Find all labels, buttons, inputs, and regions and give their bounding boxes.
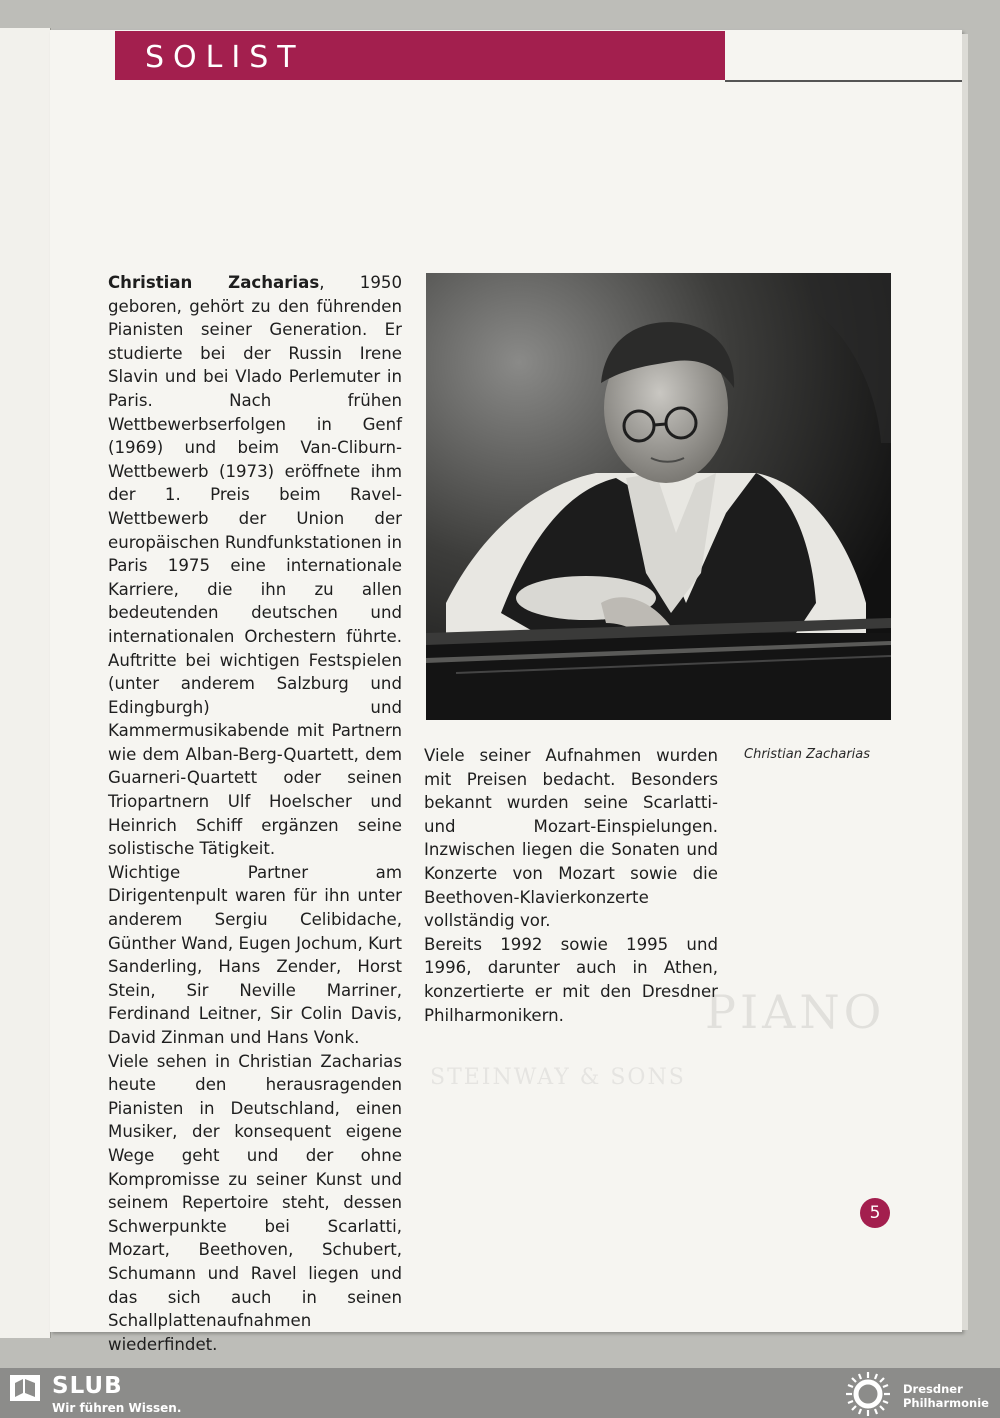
bio-text: , 1950 geboren, gehört zu den führenden Pianisten seiner Generation. Er studierte bei der Russin Irene Slavin und bei Vlado Perlemuter in Paris. Nach frühen Wettbewerbserfolgen in Genf (1969) und beim Van-Cliburn-Wettbewerb (1973) eröffnete ihm der 1. Preis beim Ravel-Wettbewerb der Union der europäischen Rundfunkstationen in Paris 1975 eine internationale Karriere, die ihn zu allen bedeutenden deutschen und internationalen Orchestern führte. Auftritte bei wichtigen Festspielen (unter anderem Salzburg und Edingburgh) und Kammermusikabende mit Partnern wie dem Alban-Berg-Quartett, dem Guarneri-Quartett oder seinen Triopartnern Ulf Hoelscher und Heinrich Schiff ergänzen seine solistische Tätigkeit. — [108, 273, 403, 859]
recordings-paragraph: Viele seiner Aufnahmen wurden mit Preisen bedacht. Besonders bekannt wurden seine Scarlatti- und Mozart-Einspielungen. Inzwischen liegen die Sonaten und Konzerte von Mozart sowie die Beethoven-Klavierkonzerte vollständig vor. — [424, 746, 718, 931]
page-number-badge: 5 — [860, 1198, 890, 1228]
partners-paragraph: Wichtige Partner am Dirigentenpult waren für ihn unter anderem Sergiu Celibidache, Günther Wand, Eugen Jochum, Kurt Sanderling, Hans Zender, Horst Stein, Sir Neville Marriner, Ferdinand Leitner, Sir Colin Davis, David Zinman und Hans Vonk. — [108, 862, 402, 1047]
show-through-text: PIANO — [705, 985, 886, 1039]
facing-page-edge — [0, 28, 51, 1338]
slub-tagline: Wir führen Wissen. — [52, 1401, 182, 1415]
philharmonie-wordmark — [903, 1382, 989, 1410]
dresden-paragraph: Bereits 1992 sowie 1995 und 1996, darunter auch in Athen, konzertierte er mit den Dresdner Philharmonikern. — [424, 934, 718, 1025]
opinion-paragraph: Viele sehen in Christian Zacharias heute den herausragenden Pianisten in Deutschland, einen Musiker, der konsequent eigene Wege geht und der ohne Kompromisse zu seiner Kunst und seinem Repertoire steht, dessen Schwerpunkte bei Scarlatti, Mozart, Beethoven, Schubert, Schumann und Ravel liegen und das sich auch in seinen Schallplattenaufnahmen wiederfindet. — [108, 1051, 402, 1354]
section-banner — [115, 31, 725, 80]
photo-caption: Christian Zacharias — [744, 747, 871, 762]
bio-name: Christian Zacharias — [108, 273, 320, 292]
biography-column — [108, 271, 402, 1356]
portrait-photo — [426, 273, 891, 720]
banner-rule — [725, 80, 962, 82]
philharmonie-line-2: Philharmonie — [903, 1396, 989, 1410]
philharmonie-line-1: Dresdner — [903, 1382, 963, 1396]
portrait-illustration — [426, 273, 891, 720]
recordings-column — [424, 744, 718, 1027]
section-title: SOLIST — [145, 40, 305, 75]
philharmonie-logo-icon — [842, 1370, 894, 1418]
page-stack-edge — [962, 34, 968, 1330]
slub-logo-icon — [10, 1375, 40, 1401]
show-through-text-2: STEINWAY & SONS — [430, 1065, 686, 1090]
slub-wordmark: SLUB — [52, 1373, 123, 1399]
bio-paragraph — [108, 271, 402, 861]
